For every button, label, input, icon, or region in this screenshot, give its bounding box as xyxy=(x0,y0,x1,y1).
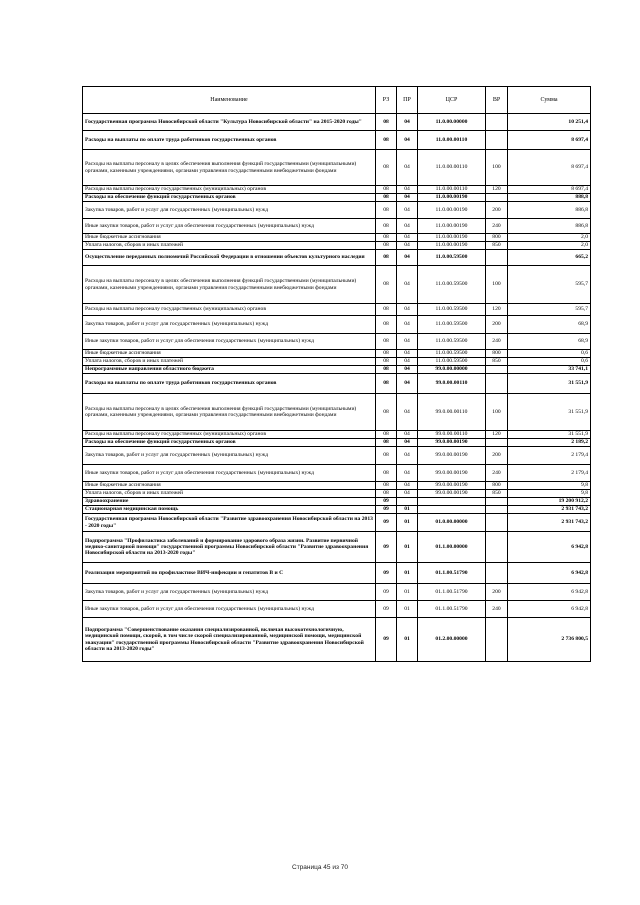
cell-vr: 200 xyxy=(486,316,508,334)
cell-rz: 08 xyxy=(376,114,397,131)
cell-vr: 800 xyxy=(486,350,508,358)
cell-sum: 6 942,8 xyxy=(508,532,591,563)
cell-vr: 200 xyxy=(486,202,508,219)
cell-rz: 08 xyxy=(376,150,397,186)
cell-csr: 99.0.00.00110 xyxy=(418,431,486,439)
cell-sum: 6 942,8 xyxy=(508,584,591,601)
cell-rz: 08 xyxy=(376,366,397,374)
table-row xyxy=(83,304,591,316)
cell-name: Непрограммные направления областного бюджета xyxy=(83,366,376,374)
cell-sum: 886,8 xyxy=(508,219,591,234)
cell-sum: 2,0 xyxy=(508,242,591,250)
table-row xyxy=(83,202,591,219)
cell-rz: 08 xyxy=(376,234,397,242)
cell-rz: 09 xyxy=(376,514,397,532)
table-row xyxy=(83,366,591,374)
cell-rz: 09 xyxy=(376,584,397,601)
cell-rz: 08 xyxy=(376,465,397,482)
cell-name: Иные бюджетные ассигнования xyxy=(83,482,376,490)
cell-name: Уплата налогов, сборов и иных платежей xyxy=(83,242,376,250)
cell-name: Расходы на выплаты персоналу в целях обеспечения выполнения функций государственными (муниципальными) органами, казенными учреждениями, органами управления государственными внебюджетными фондами xyxy=(83,150,376,186)
cell-name: Здравоохранение xyxy=(83,498,376,506)
cell-sum: 31 551,9 xyxy=(508,394,591,431)
table-row xyxy=(83,234,591,242)
table-row xyxy=(83,114,591,131)
cell-csr: 11.0.00.59500 xyxy=(418,358,486,366)
table-row xyxy=(83,506,591,514)
cell-csr: 01.1.00.51790 xyxy=(418,601,486,618)
cell-name: Закупка товаров, работ и услуг для государственных (муниципальных) нужд xyxy=(83,316,376,334)
cell-vr xyxy=(486,374,508,394)
header-csr: ЦСР xyxy=(418,87,486,114)
table-row xyxy=(83,584,591,601)
table-header-row xyxy=(83,87,591,114)
cell-pr: 04 xyxy=(397,447,418,465)
table-row xyxy=(83,374,591,394)
cell-sum: 888,8 xyxy=(508,194,591,202)
cell-csr: 11.0.00.00190 xyxy=(418,194,486,202)
cell-csr: 99.0.00.00190 xyxy=(418,465,486,482)
cell-vr: 120 xyxy=(486,186,508,194)
cell-pr: 04 xyxy=(397,490,418,498)
cell-pr: 04 xyxy=(397,482,418,490)
cell-name: Иные закупки товаров, работ и услуг для обеспечения государственных (муниципальных) нужд xyxy=(83,219,376,234)
cell-name: Закупка товаров, работ и услуг для государственных (муниципальных) нужд xyxy=(83,202,376,219)
cell-csr: 11.0.00.59500 xyxy=(418,334,486,350)
cell-rz: 08 xyxy=(376,304,397,316)
cell-csr: 11.0.00.59500 xyxy=(418,250,486,266)
cell-vr: 120 xyxy=(486,304,508,316)
cell-sum: 8 697,4 xyxy=(508,131,591,150)
cell-rz: 09 xyxy=(376,601,397,618)
header-sum: Сумма xyxy=(508,87,591,114)
cell-sum: 2 189,2 xyxy=(508,439,591,447)
cell-rz: 09 xyxy=(376,563,397,584)
cell-pr: 04 xyxy=(397,234,418,242)
cell-name: Подпрограмма "Совершенствование оказания специализированной, включая высокотехнологичную, медицинской помощи, скорой, в том числе скорой специализированной, медицинской помощи, медицинской эвакуации" государственной программы Новосибирской области "Развитие здравоохранения Новосибирской области на 2013-2020 годы" xyxy=(83,618,376,662)
cell-rz: 08 xyxy=(376,266,397,304)
cell-rz: 08 xyxy=(376,490,397,498)
cell-csr: 01.1.00.00000 xyxy=(418,532,486,563)
cell-vr xyxy=(486,618,508,662)
cell-sum: 595,7 xyxy=(508,304,591,316)
cell-name: Иные закупки товаров, работ и услуг для обеспечения государственных (муниципальных) нужд xyxy=(83,601,376,618)
cell-rz: 08 xyxy=(376,194,397,202)
table-row xyxy=(83,358,591,366)
header-vr: ВР xyxy=(486,87,508,114)
cell-name: Подпрограмма "Профилактика заболеваний и формирование здорового образа жизни. Развитие первичной медико-санитарной помощи" государственной программы Новосибирской области "Развитие здравоохранения Новосибирской области на 2013-2020 годы" xyxy=(83,532,376,563)
table-body xyxy=(83,114,591,662)
cell-csr: 99.0.00.00190 xyxy=(418,490,486,498)
cell-rz: 08 xyxy=(376,374,397,394)
cell-name: Расходы на выплаты персоналу государственных (муниципальных) органов xyxy=(83,304,376,316)
cell-pr: 04 xyxy=(397,334,418,350)
cell-csr: 99.0.00.00000 xyxy=(418,366,486,374)
cell-rz: 08 xyxy=(376,439,397,447)
cell-pr: 04 xyxy=(397,150,418,186)
cell-sum: 68,9 xyxy=(508,316,591,334)
cell-name: Расходы на выплаты персоналу в целях обеспечения выполнения функций государственными (муниципальными) органами, казенными учреждениями, органами управления государственными внебюджетными фондами xyxy=(83,266,376,304)
cell-rz: 08 xyxy=(376,394,397,431)
cell-pr: 04 xyxy=(397,304,418,316)
cell-name: Уплата налогов, сборов и иных платежей xyxy=(83,358,376,366)
cell-sum: 6 942,8 xyxy=(508,563,591,584)
cell-pr: 04 xyxy=(397,202,418,219)
cell-vr xyxy=(486,250,508,266)
table-row xyxy=(83,150,591,186)
table-row xyxy=(83,431,591,439)
cell-sum: 0,6 xyxy=(508,358,591,366)
cell-name: Государственная программа Новосибирской области "Развитие здравоохранения Новосибирской области на 2013 - 2020 годы" xyxy=(83,514,376,532)
cell-pr: 04 xyxy=(397,266,418,304)
cell-csr: 99.0.00.00190 xyxy=(418,447,486,465)
cell-name: Расходы на выплаты персоналу государственных (муниципальных) органов xyxy=(83,186,376,194)
cell-vr xyxy=(486,194,508,202)
cell-vr: 850 xyxy=(486,242,508,250)
cell-vr xyxy=(486,439,508,447)
cell-pr: 04 xyxy=(397,242,418,250)
cell-sum: 31 551,9 xyxy=(508,431,591,439)
cell-pr: 04 xyxy=(397,431,418,439)
cell-pr: 04 xyxy=(397,394,418,431)
cell-name: Иные бюджетные ассигнования xyxy=(83,350,376,358)
header-pr: ПР xyxy=(397,87,418,114)
cell-csr: 01.1.00.51790 xyxy=(418,563,486,584)
cell-sum: 9,8 xyxy=(508,490,591,498)
cell-vr: 240 xyxy=(486,465,508,482)
cell-sum: 2 736 800,5 xyxy=(508,618,591,662)
header-rz: РЗ xyxy=(376,87,397,114)
cell-pr: 01 xyxy=(397,618,418,662)
cell-rz: 08 xyxy=(376,431,397,439)
table-row xyxy=(83,194,591,202)
cell-pr: 01 xyxy=(397,506,418,514)
cell-rz: 08 xyxy=(376,316,397,334)
cell-csr: 01.0.00.00000 xyxy=(418,514,486,532)
cell-sum: 19 200 912,2 xyxy=(508,498,591,506)
cell-vr: 100 xyxy=(486,266,508,304)
cell-vr: 850 xyxy=(486,490,508,498)
cell-sum: 2,0 xyxy=(508,234,591,242)
cell-rz: 08 xyxy=(376,447,397,465)
cell-sum: 2 931 743,2 xyxy=(508,514,591,532)
cell-sum: 2 179,4 xyxy=(508,447,591,465)
cell-vr xyxy=(486,114,508,131)
cell-rz: 08 xyxy=(376,186,397,194)
cell-vr: 240 xyxy=(486,334,508,350)
cell-pr: 01 xyxy=(397,584,418,601)
table-row xyxy=(83,482,591,490)
cell-name: Государственная программа Новосибирской области "Культура Новосибирской области" на 2015-2020 годы" xyxy=(83,114,376,131)
cell-csr: 11.0.00.00190 xyxy=(418,202,486,219)
cell-csr: 01.1.00.51790 xyxy=(418,584,486,601)
cell-name: Расходы на обеспечение функций государственных органов xyxy=(83,194,376,202)
cell-sum: 68,9 xyxy=(508,334,591,350)
cell-pr: 04 xyxy=(397,366,418,374)
cell-vr: 200 xyxy=(486,584,508,601)
cell-pr: 04 xyxy=(397,131,418,150)
cell-rz: 08 xyxy=(376,242,397,250)
cell-name: Иные закупки товаров, работ и услуг для обеспечения государственных (муниципальных) нужд xyxy=(83,334,376,350)
cell-name: Реализация мероприятий по профилактике ВИЧ-инфекции и гепатитов В и С xyxy=(83,563,376,584)
cell-csr: 99.0.00.00190 xyxy=(418,439,486,447)
cell-name: Стационарная медицинская помощь xyxy=(83,506,376,514)
cell-pr: 01 xyxy=(397,563,418,584)
cell-sum: 886,8 xyxy=(508,202,591,219)
cell-rz: 09 xyxy=(376,532,397,563)
page-number: Страница 45 из 70 xyxy=(292,864,348,871)
cell-csr: 11.0.00.00000 xyxy=(418,114,486,131)
table-row xyxy=(83,242,591,250)
cell-vr xyxy=(486,514,508,532)
header-name: Наименование xyxy=(83,87,376,114)
cell-vr: 200 xyxy=(486,447,508,465)
cell-vr xyxy=(486,131,508,150)
budget-table xyxy=(82,86,591,662)
cell-rz: 09 xyxy=(376,498,397,506)
cell-sum: 10 251,4 xyxy=(508,114,591,131)
table-row xyxy=(83,439,591,447)
cell-rz: 09 xyxy=(376,618,397,662)
cell-sum: 0,6 xyxy=(508,350,591,358)
cell-pr: 04 xyxy=(397,114,418,131)
cell-sum: 6 942,8 xyxy=(508,601,591,618)
cell-pr: 04 xyxy=(397,194,418,202)
cell-csr: 99.0.00.00110 xyxy=(418,394,486,431)
cell-name: Расходы на выплаты по оплате труда работников государственных органов xyxy=(83,374,376,394)
cell-name: Иные бюджетные ассигнования xyxy=(83,234,376,242)
cell-rz: 08 xyxy=(376,131,397,150)
table-row xyxy=(83,490,591,498)
cell-csr: 11.0.00.00110 xyxy=(418,150,486,186)
cell-vr xyxy=(486,498,508,506)
cell-csr: 99.0.00.00110 xyxy=(418,374,486,394)
table-row xyxy=(83,316,591,334)
table-row xyxy=(83,618,591,662)
cell-name: Расходы на выплаты персоналу государственных (муниципальных) органов xyxy=(83,431,376,439)
table-row xyxy=(83,447,591,465)
cell-csr: 11.0.00.59500 xyxy=(418,304,486,316)
cell-sum: 8 697,4 xyxy=(508,150,591,186)
cell-name: Иные закупки товаров, работ и услуг для обеспечения государственных (муниципальных) нужд xyxy=(83,465,376,482)
cell-rz: 08 xyxy=(376,250,397,266)
cell-vr xyxy=(486,506,508,514)
table-row xyxy=(83,131,591,150)
table-row xyxy=(83,563,591,584)
cell-name: Осуществление переданных полномочий Российской Федерации в отношении объектов культурного наследия xyxy=(83,250,376,266)
cell-vr: 240 xyxy=(486,601,508,618)
cell-csr: 11.0.00.59500 xyxy=(418,266,486,304)
table-row xyxy=(83,266,591,304)
cell-rz: 08 xyxy=(376,219,397,234)
cell-vr: 800 xyxy=(486,482,508,490)
cell-rz: 09 xyxy=(376,506,397,514)
cell-pr: 04 xyxy=(397,350,418,358)
cell-pr: 04 xyxy=(397,439,418,447)
cell-csr: 01.2.00.00000 xyxy=(418,618,486,662)
cell-pr: 04 xyxy=(397,219,418,234)
cell-pr: 04 xyxy=(397,316,418,334)
cell-sum: 33 741,1 xyxy=(508,366,591,374)
table-row xyxy=(83,350,591,358)
cell-csr: 11.0.00.00110 xyxy=(418,186,486,194)
cell-pr: 01 xyxy=(397,514,418,532)
cell-csr: 11.0.00.00190 xyxy=(418,242,486,250)
cell-csr: 11.0.00.59500 xyxy=(418,316,486,334)
table-row xyxy=(83,601,591,618)
cell-pr: 04 xyxy=(397,374,418,394)
cell-name: Закупка товаров, работ и услуг для государственных (муниципальных) нужд xyxy=(83,584,376,601)
cell-csr: 11.0.00.00110 xyxy=(418,131,486,150)
cell-sum: 8 697,4 xyxy=(508,186,591,194)
cell-pr: 04 xyxy=(397,186,418,194)
cell-rz: 08 xyxy=(376,358,397,366)
cell-sum: 2 179,4 xyxy=(508,465,591,482)
cell-vr: 800 xyxy=(486,234,508,242)
cell-vr xyxy=(486,366,508,374)
cell-pr: 04 xyxy=(397,465,418,482)
cell-csr: 11.0.00.00190 xyxy=(418,234,486,242)
cell-rz: 08 xyxy=(376,334,397,350)
cell-csr: 11.0.00.59500 xyxy=(418,350,486,358)
cell-sum: 31 551,9 xyxy=(508,374,591,394)
cell-sum: 665,2 xyxy=(508,250,591,266)
cell-vr: 100 xyxy=(486,394,508,431)
cell-name: Расходы на обеспечение функций государственных органов xyxy=(83,439,376,447)
table-row xyxy=(83,186,591,194)
cell-vr: 120 xyxy=(486,431,508,439)
cell-vr: 850 xyxy=(486,358,508,366)
cell-name: Закупка товаров, работ и услуг для государственных (муниципальных) нужд xyxy=(83,447,376,465)
cell-vr: 100 xyxy=(486,150,508,186)
cell-vr xyxy=(486,563,508,584)
cell-rz: 08 xyxy=(376,482,397,490)
table-row xyxy=(83,250,591,266)
cell-pr xyxy=(397,498,418,506)
cell-pr: 01 xyxy=(397,601,418,618)
cell-name: Расходы на выплаты по оплате труда работников государственных органов xyxy=(83,131,376,150)
table-row xyxy=(83,334,591,350)
cell-name: Уплата налогов, сборов и иных платежей xyxy=(83,490,376,498)
cell-pr: 01 xyxy=(397,532,418,563)
table-row xyxy=(83,219,591,234)
table-row xyxy=(83,465,591,482)
cell-vr: 240 xyxy=(486,219,508,234)
cell-name: Расходы на выплаты персоналу в целях обеспечения выполнения функций государственными (муниципальными) органами, казенными учреждениями, органами управления государственными внебюджетными фондами xyxy=(83,394,376,431)
cell-rz: 08 xyxy=(376,350,397,358)
cell-sum: 2 931 743,2 xyxy=(508,506,591,514)
table-row xyxy=(83,394,591,431)
cell-csr: 99.0.00.00190 xyxy=(418,482,486,490)
cell-sum: 595,7 xyxy=(508,266,591,304)
cell-rz: 08 xyxy=(376,202,397,219)
cell-csr: 11.0.00.00190 xyxy=(418,219,486,234)
cell-pr: 04 xyxy=(397,250,418,266)
cell-vr xyxy=(486,532,508,563)
cell-pr: 04 xyxy=(397,358,418,366)
cell-sum: 9,8 xyxy=(508,482,591,490)
cell-csr xyxy=(418,498,486,506)
cell-csr xyxy=(418,506,486,514)
table-row xyxy=(83,498,591,506)
table-row xyxy=(83,514,591,532)
table-row xyxy=(83,532,591,563)
